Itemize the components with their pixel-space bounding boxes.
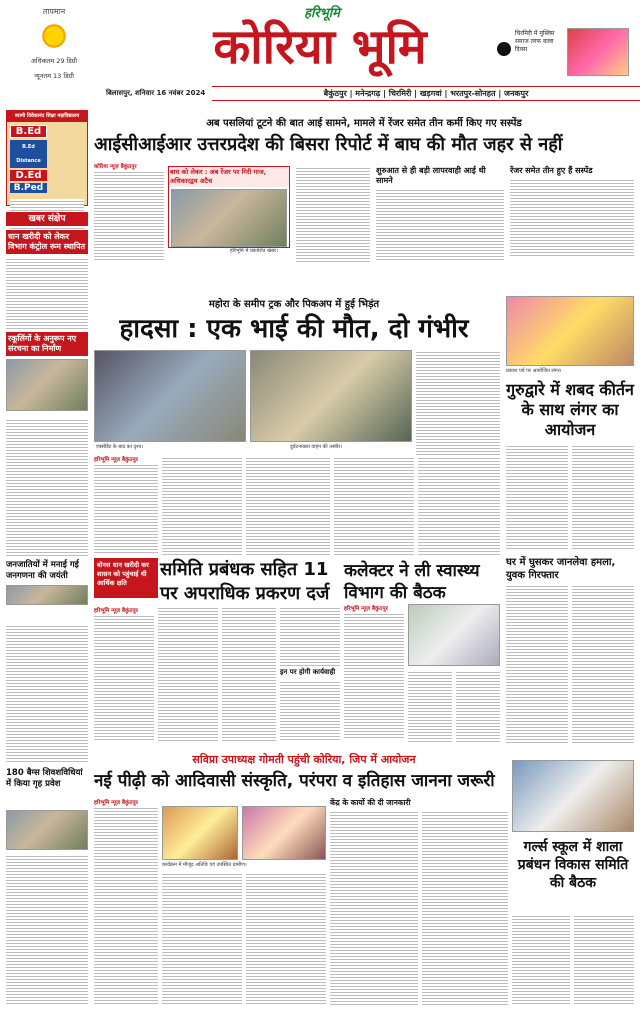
story6-byline: हरिभूमि न्यूज़ बैकुंठपुर [94, 800, 138, 806]
story3-headline: समिति प्रबंधक सहित 11 पर अपराधिक प्रकरण दर्ज [160, 559, 330, 604]
lead-side2-title: रेंजर समेत तीन हुए हैं सस्पेंड [510, 166, 593, 175]
lead-photo-caption: हरिभूमि में प्रकाशित खबर। [230, 248, 278, 254]
story3-subhead: इन पर होगी कार्यवाही [280, 668, 336, 676]
story2-kicker: महोरा के समीप ट्रक और पिकअप में हुई भिड़ंत [208, 299, 380, 310]
story2-callout: बोनस धान खरीदी कर शासन को पहुंचाई थी आर्थिक क्षति [94, 558, 158, 598]
story6-caption: कार्यक्रम में मौजूद अतिथि एवं उपस्थित ग्रामीण। [162, 862, 247, 868]
brief-title: रकूलिंगों के अनुरूप नए संरचना का निर्माण [6, 332, 88, 356]
max-temperature: अधिकतम 29 डिग्री [30, 57, 78, 65]
promo-photo [567, 28, 629, 76]
brief-photo [6, 585, 88, 605]
tribal-photo-1 [162, 806, 238, 860]
lead-photo [171, 189, 287, 247]
gurudwara-caption: प्रकाश पर्व पर आयोजित लंगर। [506, 368, 562, 374]
lead-headline: आईसीआईआर उत्तरप्रदेश की बिसरा रिपोर्ट में बाघ की मौत जहर से नहीं [94, 134, 563, 155]
promo-arrow-icon [497, 42, 511, 56]
accident-caption-1: एक्सीडेंट के बाद का दृश्य। [96, 444, 144, 450]
story5-headline: घर में घुसकर जानलेवा हमला, युवक गिरफ्तार [506, 557, 616, 581]
course-badge: B.Ed Distance [10, 140, 47, 168]
story6-side-title: केंद्र के कार्यो की दी जानकारी [330, 798, 411, 807]
college-name: स्वामी विवेकानंद शिक्षा महाविद्यालय [7, 111, 87, 122]
accident-photo-1 [94, 350, 246, 442]
story2-byline: हरिभूमि न्यूज़ बैकुंठपुर [94, 457, 138, 463]
course-badge: B.Ped [10, 183, 47, 193]
story6-headline: नई पीढ़ी को आदिवासी संस्कृति, परंपरा व इतिहास जानना जरूरी [94, 771, 495, 791]
masthead [0, 0, 640, 116]
editions-text: बैकुंठपुर | मनेन्द्रगढ़ | चिरमिरी | खड़गवां | भरतपुर-सोनहत | जनकपुर [323, 89, 529, 98]
sun-icon [39, 21, 69, 51]
editions-strip [212, 86, 640, 101]
lead-box-title: बाघ को लेकर : अब रेंजर पर गिरी गाज, अधिकारद्वय अटैच [169, 167, 289, 187]
story4-headline: कलेक्टर ने ली स्वास्थ्य विभाग की बैठक [344, 561, 480, 603]
brief-4 [6, 768, 88, 808]
course-badge: D.Ed [10, 170, 47, 181]
story4-byline: हरिभूमि न्यूज़ बैकुंठपुर [344, 606, 388, 612]
edition-title: कोरिया भूमि [213, 19, 427, 75]
accident-photo-2 [250, 350, 412, 442]
brief-photo [6, 810, 88, 850]
tribal-photo-2 [242, 806, 326, 860]
promo-box [497, 28, 632, 78]
lead-side2 [510, 166, 634, 262]
min-temperature: न्यूनतम 13 डिग्री [34, 72, 74, 80]
meeting-photo [408, 604, 500, 666]
college-ad [6, 110, 88, 206]
brand-name: हरिभूमि [304, 6, 340, 21]
story6-kicker: सविप्रा उपाध्यक्ष गोमती पहुंची कोरिया, जिप में आयोजन [192, 753, 416, 766]
news-brief-label: खबर संक्षेप [6, 212, 88, 226]
promo-text: चिरमिरी में मुस्लिम समाज तरफ वाला दिवस [515, 30, 555, 53]
brief-2 [6, 332, 88, 412]
gurudwara-photo [506, 296, 634, 366]
accident-caption-2: दुर्घटनाग्रस्त वाहन की तस्वीर। [290, 444, 343, 450]
weather-widget [14, 6, 94, 86]
brief-photo [6, 359, 88, 411]
lead-byline: कोरिया न्यूज़ बैकुंठपुर [94, 164, 137, 170]
gurudwara-headline: गुरुद्वारे में शबद कीर्तन के साथ लंगर का आयोजन [506, 380, 634, 439]
lead-kicker: अब पसलियां टूटने की बात आई सामने, मामले में रेंजर समेत तीन कर्मी किए गए सस्पेंड [206, 118, 522, 129]
dateline: बिलासपुर, शनिवार 16 नवंबर 2024 [106, 89, 206, 97]
brief-1 [6, 230, 88, 330]
brief-title: जनजातियों में मनाई गई जनगणना की जयंती [6, 560, 79, 581]
lead-side1 [376, 166, 504, 262]
lead-box [168, 166, 290, 248]
brief-title: धान खरीदी को लेकर विभाग कंट्रोल रूम स्थापित [6, 230, 88, 254]
story2-headline: हादसा : एक भाई की मौत, दो गंभीर [119, 314, 469, 344]
brief-title: 180 बैग्स शिवशविधियां में किया गृह प्रवेश [6, 768, 83, 789]
course-badge: B.Ed [10, 125, 47, 138]
brief-3 [6, 560, 88, 620]
story3-byline: हरिभूमि न्यूज़ बैकुंठपुर [94, 608, 138, 614]
story7-headline: गर्ल्स स्कूल में शाला प्रबंधन विकास समिति की बैठक [517, 839, 629, 891]
temperature-label: तापमान [42, 7, 66, 16]
school-photo [512, 760, 634, 832]
lead-side1-title: शुरुआत से ही बड़ी लापरवाही आई थी सामने [376, 166, 486, 185]
